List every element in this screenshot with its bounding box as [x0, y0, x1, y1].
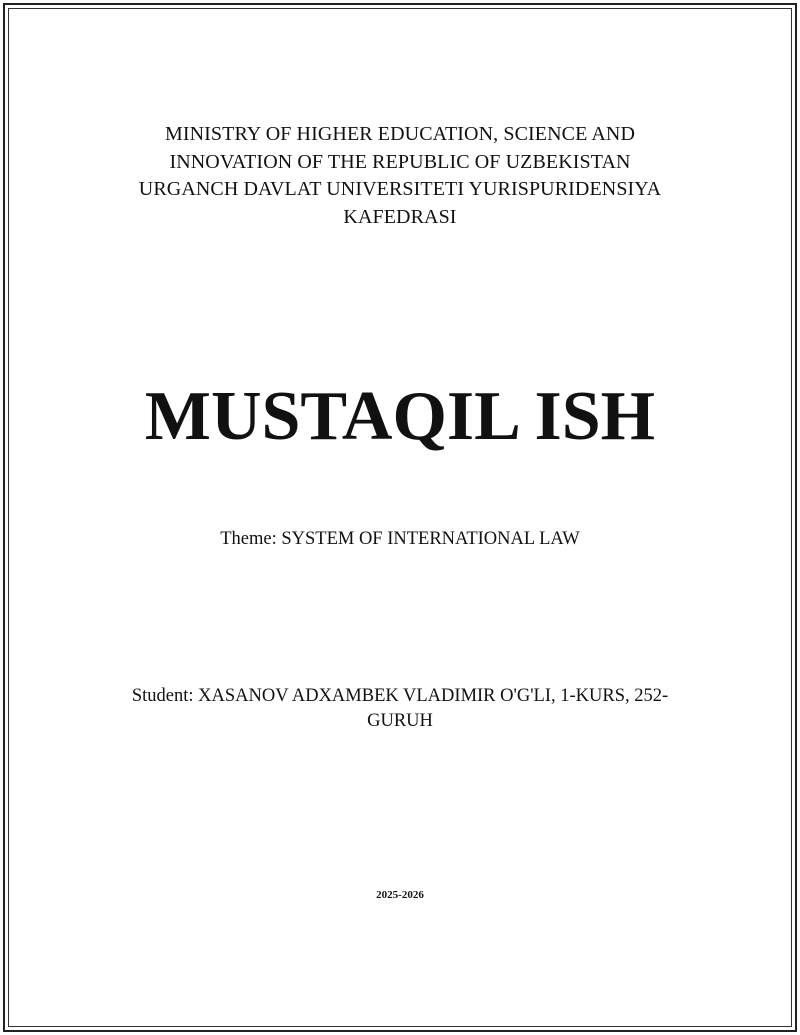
- student-line-2: GURUH: [367, 711, 433, 731]
- document-title: MUSTAQIL ISH: [144, 378, 656, 455]
- institution-header: [0, 121, 800, 231]
- institution-line-2: INNOVATION OF THE REPUBLIC OF UZBEKISTAN: [169, 150, 631, 173]
- institution-line-3: URGANCH DAVLAT UNIVERSITETI YURISPURIDENSIYA: [138, 178, 662, 200]
- institution-line-1: MINISTRY OF HIGHER EDUCATION, SCIENCE AND: [164, 123, 636, 145]
- academic-year: 2025-2026: [376, 889, 424, 901]
- student-line-1: Student: XASANOV ADXAMBEK VLADIMIR O'G'LI, 1-KURS, 252-: [131, 686, 669, 706]
- institution-line-4: KAFEDRASI: [343, 205, 457, 228]
- student-info: [0, 684, 800, 734]
- document-theme: Theme: SYSTEM OF INTERNATIONAL LAW: [220, 529, 580, 549]
